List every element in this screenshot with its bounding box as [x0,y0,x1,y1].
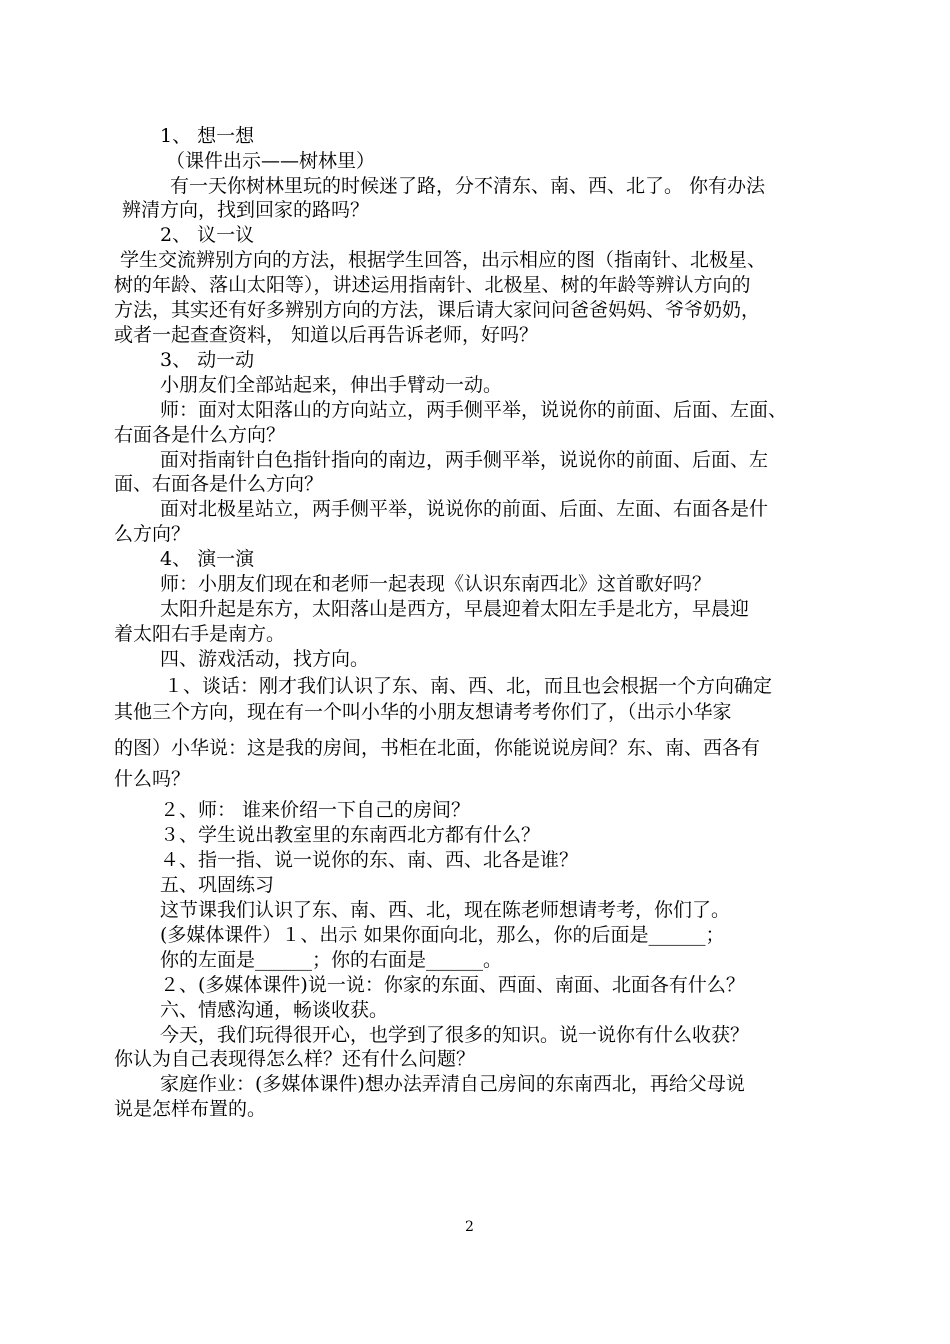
text-line: 着太阳右手是南方。 [114,623,286,645]
text-line: 什么吗？ [114,768,191,790]
text-line: 右面各是什么方向？ [114,424,286,446]
text-line: 树的年龄、落山太阳等），讲述运用指南针、北极星、树的年龄等辨认方向的 [114,274,751,296]
page-number: 2 [465,1219,474,1235]
text-line: 你认为自己表现得怎么样？还有什么问题？ [114,1048,476,1070]
text-line: 小朋友们全部站起来，伸出手臂动一动。 [160,374,503,396]
text-line: 师：小朋友们现在和老师一起表现《认识东南西北》这首歌好吗？ [160,573,712,595]
text-line: １、谈话：刚才我们认识了东、南、西、北，而且也会根据一个方向确定 [164,675,773,697]
section-summary: 六、情感沟通，畅谈收获。 [160,999,389,1021]
text-line: 师：面对太阳落山的方向站立，两手侧平举，说说你的前面、后面、左面、 [160,399,788,421]
text-line: ２、师： 谁来价绍一下自己的房间？ [160,799,471,821]
text-line: 的图）小华说：这是我的房间，书柜在北面，你能说说房间？东、南、西各有 [114,737,761,759]
heading-think: 1、 想一想 [160,125,255,147]
text-line: 太阳升起是东方，太阳落山是西方，早晨迎着太阳左手是北方，早晨迎 [160,598,750,620]
section-practice: 五、巩固练习 [160,874,275,896]
text-line: 说是怎样布置的。 [114,1098,267,1120]
text-line: 有一天你树林里玩的时候迷了路，分不清东、南、西、北了。 你有办法 [170,175,766,197]
text-line: ２、(多媒体课件)说一说：你家的东面、西面、南面、北面各有什么？ [160,974,745,996]
text-line: 面对指南针白色指针指向的南边，两手侧平举，说说你的前面、后面、左 [160,449,769,471]
text-line: 其他三个方向，现在有一个叫小华的小朋友想请考考你们了，（出示小华家 [114,701,732,723]
text-line: 今天，我们玩得很开心，也学到了很多的知识。说一说你有什么收获？ [160,1024,750,1046]
text-line: （课件出示——树林里） [166,150,376,172]
text-line: ４、指一指、说一说你的东、南、西、北各是谁？ [160,849,579,871]
text-line: 方法，其实还有好多辨别方向的方法，课后请大家问问爸爸妈妈、爷爷奶奶， [114,299,761,321]
heading-act: 4、 演一演 [160,548,255,570]
section-game: 四、游戏活动，找方向。 [160,648,370,670]
text-line: 家庭作业：(多媒体课件)想办法弄清自己房间的东南西北，再给父母说 [160,1073,745,1095]
text-line: 面、右面各是什么方向？ [114,473,324,495]
text-line: (多媒体课件）１、出示 如果你面向北，那么，你的后面是______； [160,924,725,946]
text-line: 或者一起查查资料， 知道以后再告诉老师，好吗？ [114,324,539,346]
heading-discuss: 2、 议一议 [160,224,255,246]
text-line: 辨清方向，找到回家的路吗？ [122,199,370,221]
text-line: ３、学生说出教室里的东南西北方都有什么？ [160,824,541,846]
text-line: 学生交流辨别方向的方法，根据学生回答，出示相应的图（指南针、北极星、 [120,249,767,271]
text-line: 么方向？ [114,523,191,545]
text-line: 你的左面是______；你的右面是______。 [160,949,503,971]
text-line: 这节课我们认识了东、南、西、北，现在陈老师想请考考，你们了。 [160,899,731,921]
text-line: 面对北极星站立，两手侧平举，说说你的前面、后面、左面、右面各是什 [160,498,769,520]
heading-move: 3、 动一动 [160,349,255,371]
